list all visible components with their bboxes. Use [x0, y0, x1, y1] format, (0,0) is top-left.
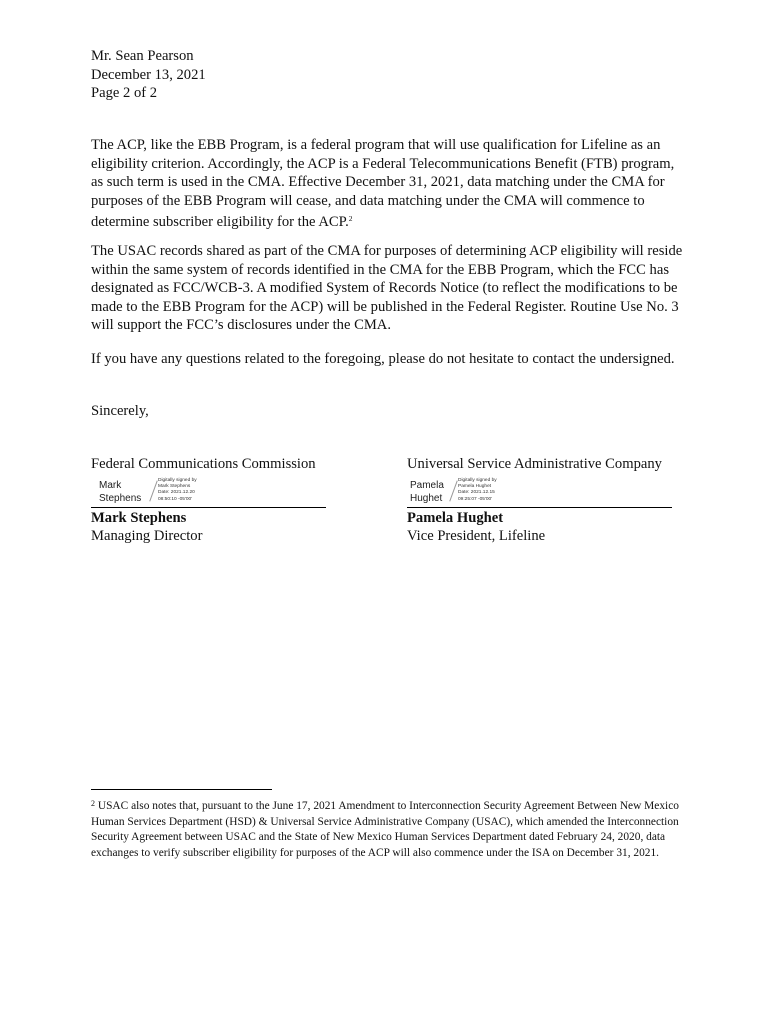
- signature-block-usac: [407, 456, 672, 545]
- digital-signature-details: Digitally signed by Mark Stephens Date: 2021.12.20 08:50:10 -05'00': [158, 478, 197, 502]
- footnote-separator: [91, 789, 272, 790]
- signer-title: Vice President, Lifeline: [407, 528, 546, 544]
- signer-title: Managing Director: [91, 528, 203, 544]
- organization-name: Federal Communications Commission: [91, 456, 316, 472]
- page-number: Page 2 of 2: [91, 85, 158, 101]
- organization-name: Universal Service Administrative Company: [407, 456, 662, 472]
- signature-last-name: Stephens: [99, 493, 142, 504]
- signer-name: Pamela Hughet: [407, 510, 504, 526]
- footnote-reference: 2: [348, 214, 353, 224]
- digital-signature: [99, 479, 141, 505]
- footnote-number: 2: [91, 799, 95, 808]
- closing-salutation: Sincerely,: [91, 403, 149, 419]
- footnote: [91, 796, 681, 861]
- paragraph-usac-records: The USAC records shared as part of the CMA for purposes of determining ACP eligibility will reside within the same system of records identified in the CMA for the EBB Program, which the FCC has designated as FCC/WCB-3. A modified System of Records Notice (to reflect the modifications to be made to the EBB Program for the ACP) will be published in the Federal Register. Routine Use No. 3 will support the FCC’s disclosures under the CMA.: [91, 243, 683, 334]
- signature-last-name: Hughet: [410, 493, 443, 504]
- recipient-name: Mr. Sean Pearson: [91, 48, 194, 64]
- letter-date: December 13, 2021: [91, 66, 206, 83]
- signature-divider: [149, 480, 157, 501]
- footnote-text: USAC also notes that, pursuant to the June 17, 2021 Amendment to Interconnection Security Agreement Between New Mexico Human Services Department (HSD) & Universal Service Administrative Company (USAC), which amended the Interconnection Security Agreement between USAC and the State of New Mexico Human Services Department dated February 24, 2020, data exchanges to verify subscriber eligibility for purposes of the ACP will also commence under the ISA on December 31, 2021.: [91, 800, 679, 859]
- signature-divider: [449, 480, 457, 501]
- signer-name: Mark Stephens: [91, 510, 187, 526]
- signature-block-fcc: [91, 456, 326, 545]
- signature-first-name: Mark: [99, 480, 122, 491]
- letter-header: [91, 47, 206, 103]
- paragraph-acp-eligibility: [91, 136, 683, 232]
- signature-line: [91, 476, 326, 508]
- signature-line: [407, 476, 672, 508]
- digital-signature-details: Digitally signed by Pamela Hughet Date: 2021.12.15 09:25:07 -05'00': [458, 478, 497, 502]
- paragraph-text: The ACP, like the EBB Program, is a federal program that will use qualification for Lifeline as an eligibility criterion. Accordingly, the ACP is a Federal Telecommunications Benefit (FTB) program, as such term is used in the CMA. Effective December 31, 2021, data matching under the CMA for purposes of the EBB Program will cease, and data matching under the CMA will commence to determine subscriber eligibility for the ACP.: [91, 137, 675, 231]
- paragraph-questions: If you have any questions related to the foregoing, please do not hesitate to contact the undersigned.: [91, 351, 675, 367]
- signature-first-name: Pamela: [410, 480, 444, 491]
- digital-signature: [410, 479, 444, 505]
